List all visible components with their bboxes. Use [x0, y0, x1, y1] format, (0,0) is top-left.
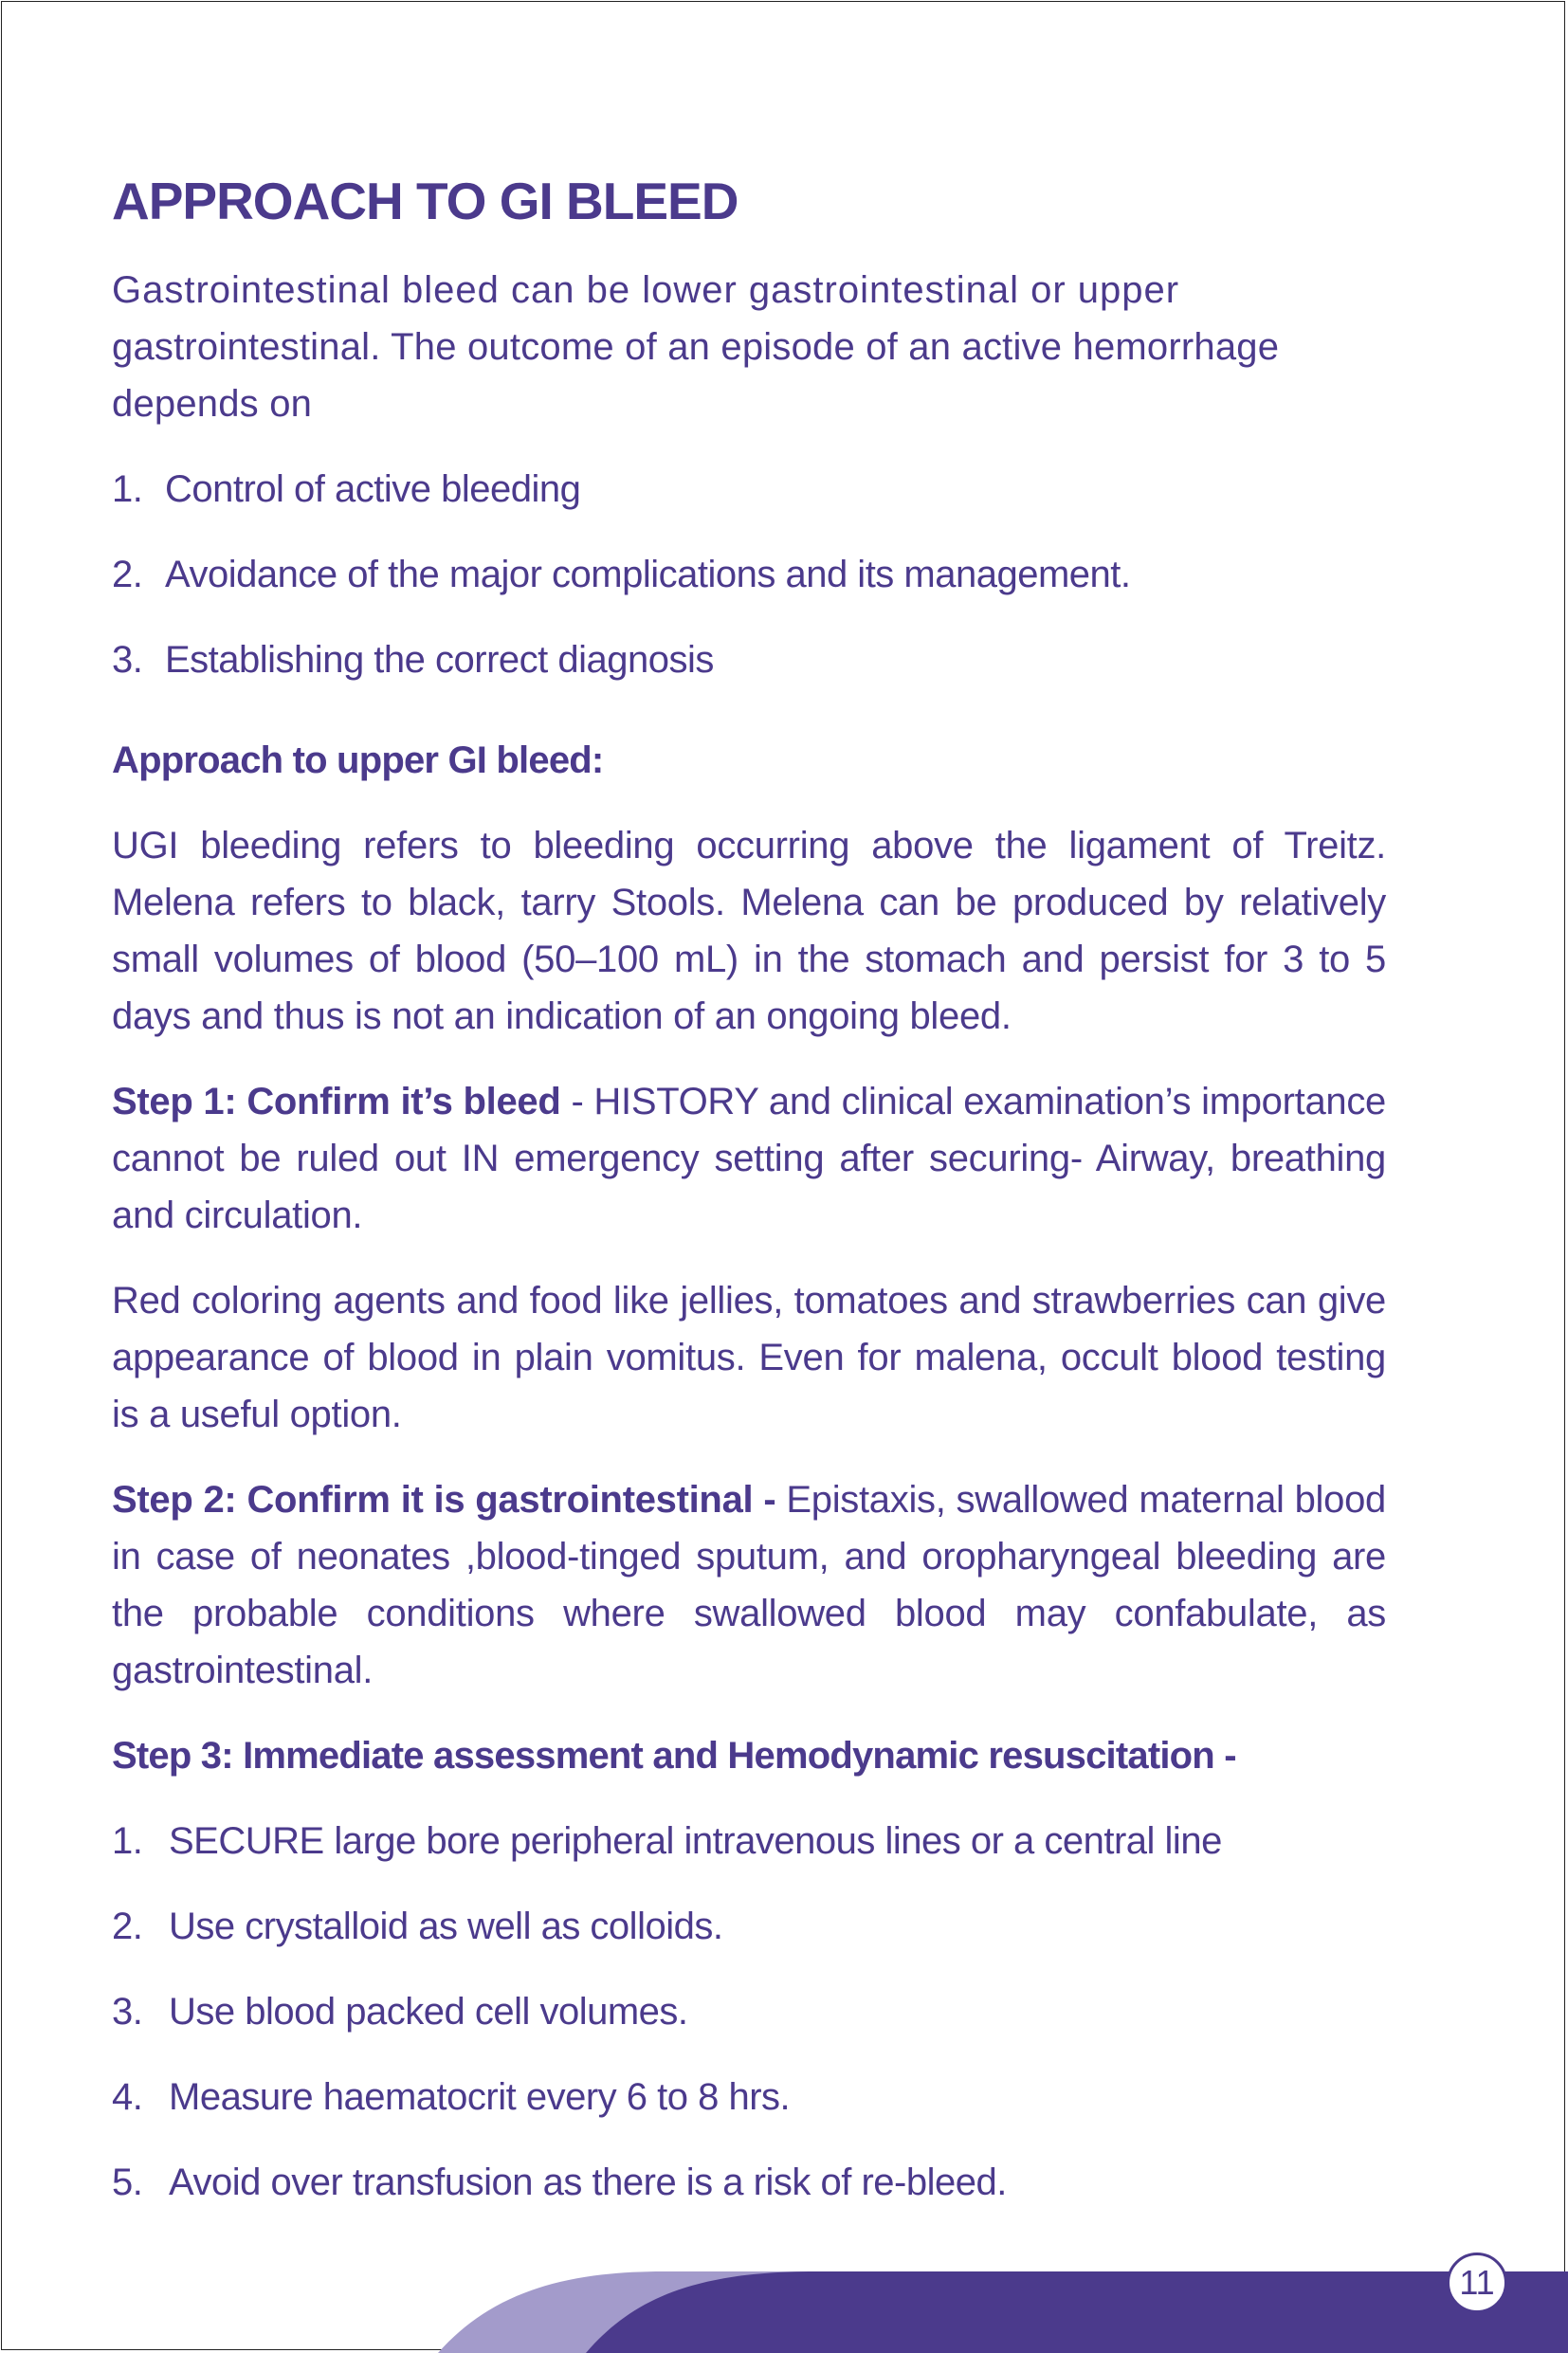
step1-paragraph	[112, 1073, 1386, 1244]
list-text: Control of active bleeding	[165, 468, 581, 510]
list-number: 2.	[112, 554, 143, 595]
resuscitation-list	[112, 1813, 1386, 2211]
list-item	[112, 631, 1386, 688]
step3-heading: Step 3: Immediate assessment and Hemodynamic resuscitation -	[112, 1735, 1236, 1777]
list-number: 3.	[112, 639, 143, 681]
list-item	[112, 1898, 1386, 1955]
list-text: Measure haematocrit every 6 to 8 hrs.	[169, 2076, 791, 2118]
list-item	[112, 2154, 1386, 2211]
intro-line-1: Gastrointestinal bleed can be lower gastrointestinal or upper	[112, 269, 1180, 311]
list-number: 1.	[112, 1820, 143, 1862]
list-number: 4.	[112, 2076, 143, 2118]
list-text: SECURE large bore peripheral intravenous lines or a central line	[169, 1820, 1222, 1862]
list-item	[112, 2069, 1386, 2125]
list-text: Establishing the correct diagnosis	[165, 639, 714, 681]
ugi-definition-paragraph: UGI bleeding refers to bleeding occurring above the ligament of Treitz. Melena refers to black, tarry Stools. Melena can be produced by relatively small volumes of blood (50–100 mL) in the stomach and persist for 3 to 5 days and thus is not an indication of an ongoing bleed.	[112, 825, 1386, 1037]
list-item	[112, 1813, 1386, 1870]
list-item	[112, 1983, 1386, 2040]
list-text: Use blood packed cell volumes.	[169, 1991, 688, 2033]
list-item	[112, 546, 1386, 603]
step2-label: Step 2: Confirm it is gastrointestinal -	[112, 1479, 776, 1521]
list-text: Avoidance of the major complications and its management.	[165, 554, 1131, 595]
page-number: 11	[1447, 2253, 1507, 2313]
list-number: 1.	[112, 468, 143, 510]
outcome-factors-list	[112, 461, 1386, 688]
list-text: Avoid over transfusion as there is a risk of re-bleed.	[169, 2161, 1007, 2203]
step1-text: - HISTORY and clinical examination’s importance cannot be ruled out IN emergency setting after securing- Airway, breathing and circulation.	[112, 1081, 1386, 1236]
page-content	[112, 167, 1386, 2211]
list-number: 5.	[112, 2161, 143, 2203]
step1-label: Step 1: Confirm it’s bleed	[112, 1081, 561, 1122]
footer-wave-dark	[586, 2271, 1568, 2353]
list-text: Use crystalloid as well as colloids.	[169, 1906, 723, 1947]
intro-paragraph: gastrointestinal. The outcome of an episode of an active hemorrhage depends on	[112, 326, 1280, 425]
list-number: 2.	[112, 1906, 143, 1947]
list-number: 3.	[112, 1991, 143, 2033]
list-item	[112, 461, 1386, 518]
step2-paragraph	[112, 1471, 1386, 1699]
page-title: APPROACH TO GI BLEED	[112, 172, 738, 230]
upper-gi-heading: Approach to upper GI bleed:	[112, 739, 604, 781]
red-agents-paragraph: Red coloring agents and food like jellies, tomatoes and strawberries can give appearance of blood in plain vomitus. Even for malena, occult blood testing is a useful option.	[112, 1280, 1386, 1435]
step2-text: Epistaxis, swallowed maternal blood in case of neonates ,blood-tinged sputum, and oropharyngeal bleeding are the probable conditions where swallowed blood may confabulate, as gastrointestinal.	[112, 1479, 1386, 1691]
footer-wave-decoration	[0, 2271, 1568, 2353]
